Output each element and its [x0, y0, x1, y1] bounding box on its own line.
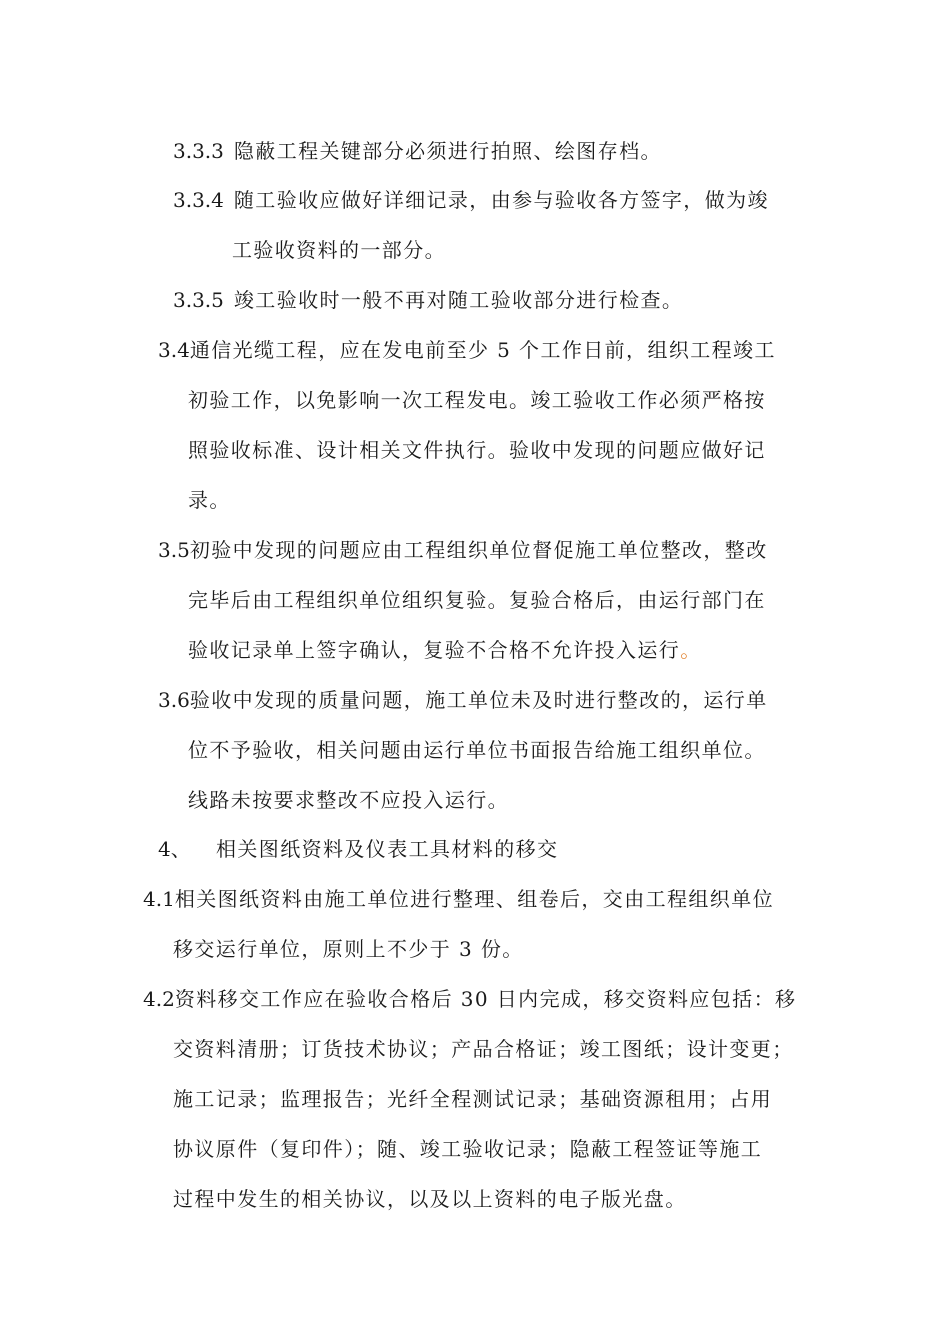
paragraph-text: 验收中发现的质量问题，施工单位未及时进行整改的，运行单 — [189, 688, 768, 712]
revision-mark: 。 — [680, 638, 702, 662]
paragraph-text: 资料移交工作应在验收合格后 30 日内完成，移交资料应包括：移 — [174, 987, 797, 1011]
paragraph-3-6-line-2: 位不予验收，相关问题由运行单位书面报告给施工组织单位。 — [188, 738, 766, 762]
paragraph-number: 4.1 — [143, 887, 175, 911]
paragraph-number: 3.3.5 — [173, 288, 224, 312]
paragraph-3-3-5 — [173, 287, 683, 313]
paragraph-3-3-4-line-2: 工验收资料的一部分。 — [232, 238, 446, 262]
paragraph-3-4-line-4: 录。 — [188, 488, 231, 512]
section-heading-4 — [158, 836, 558, 862]
paragraph-4-1 — [143, 886, 774, 912]
paragraph-number: 3.3.3 — [173, 139, 224, 163]
heading-title: 相关图纸资料及仪表工具材料的移交 — [216, 837, 559, 861]
paragraph-4-2-line-3: 施工记录；监理报告；光纤全程测试记录；基础资源租用；占用 — [173, 1087, 773, 1111]
paragraph-number: 4.2 — [143, 987, 175, 1011]
paragraph-4-2-line-5: 过程中发生的相关协议，以及以上资料的电子版光盘。 — [173, 1187, 687, 1211]
paragraph-text: 隐蔽工程关键部分必须进行拍照、绘图存档。 — [233, 139, 662, 163]
paragraph-3-4-line-2: 初验工作，以免影响一次工程发电。竣工验收工作必须严格按 — [188, 388, 766, 412]
paragraph-text: 通信光缆工程，应在发电前至少 5 个工作日前，组织工程竣工 — [189, 338, 776, 362]
paragraph-3-5-line-2: 完毕后由工程组织单位组织复验。复验合格后，由运行部门在 — [188, 588, 766, 612]
paragraph-4-2 — [143, 986, 796, 1012]
paragraph-3-4-line-3: 照验收标准、设计相关文件执行。验收中发现的问题应做好记 — [188, 438, 766, 462]
paragraph-3-6-line-3: 线路未按要求整改不应投入运行。 — [188, 788, 509, 812]
paragraph-4-2-line-2: 交资料清册；订货技术协议；产品合格证；竣工图纸；设计变更； — [173, 1037, 794, 1061]
paragraph-number: 3.5 — [158, 538, 190, 562]
paragraph-number: 3.3.4 — [173, 188, 224, 212]
paragraph-3-5-line-3 — [188, 637, 702, 663]
paragraph-3-6 — [158, 687, 768, 713]
paragraph-text: 竣工验收时一般不再对随工验收部分进行检查。 — [233, 288, 684, 312]
paragraph-number: 3.6 — [158, 688, 190, 712]
paragraph-text: 相关图纸资料由施工单位进行整理、组卷后，交由工程组织单位 — [174, 887, 775, 911]
paragraph-text: 验收记录单上签字确认，复验不合格不允许投入运行 — [188, 638, 681, 662]
paragraph-3-5 — [158, 537, 768, 563]
paragraph-text: 随工验收应做好详细记录，由参与验收各方签字，做为竣 — [233, 188, 769, 212]
paragraph-3-3-4 — [173, 187, 769, 213]
paragraph-3-3-3 — [173, 138, 662, 164]
heading-number: 4、 — [158, 837, 191, 861]
paragraph-4-1-line-2: 移交运行单位，原则上不少于 3 份。 — [173, 937, 524, 961]
paragraph-3-4 — [158, 337, 776, 363]
paragraph-number: 3.4 — [158, 338, 190, 362]
paragraph-4-2-line-4: 协议原件（复印件）；随、竣工验收记录；隐蔽工程签证等施工 — [173, 1137, 763, 1161]
paragraph-text: 初验中发现的问题应由工程组织单位督促施工单位整改，整改 — [189, 538, 768, 562]
